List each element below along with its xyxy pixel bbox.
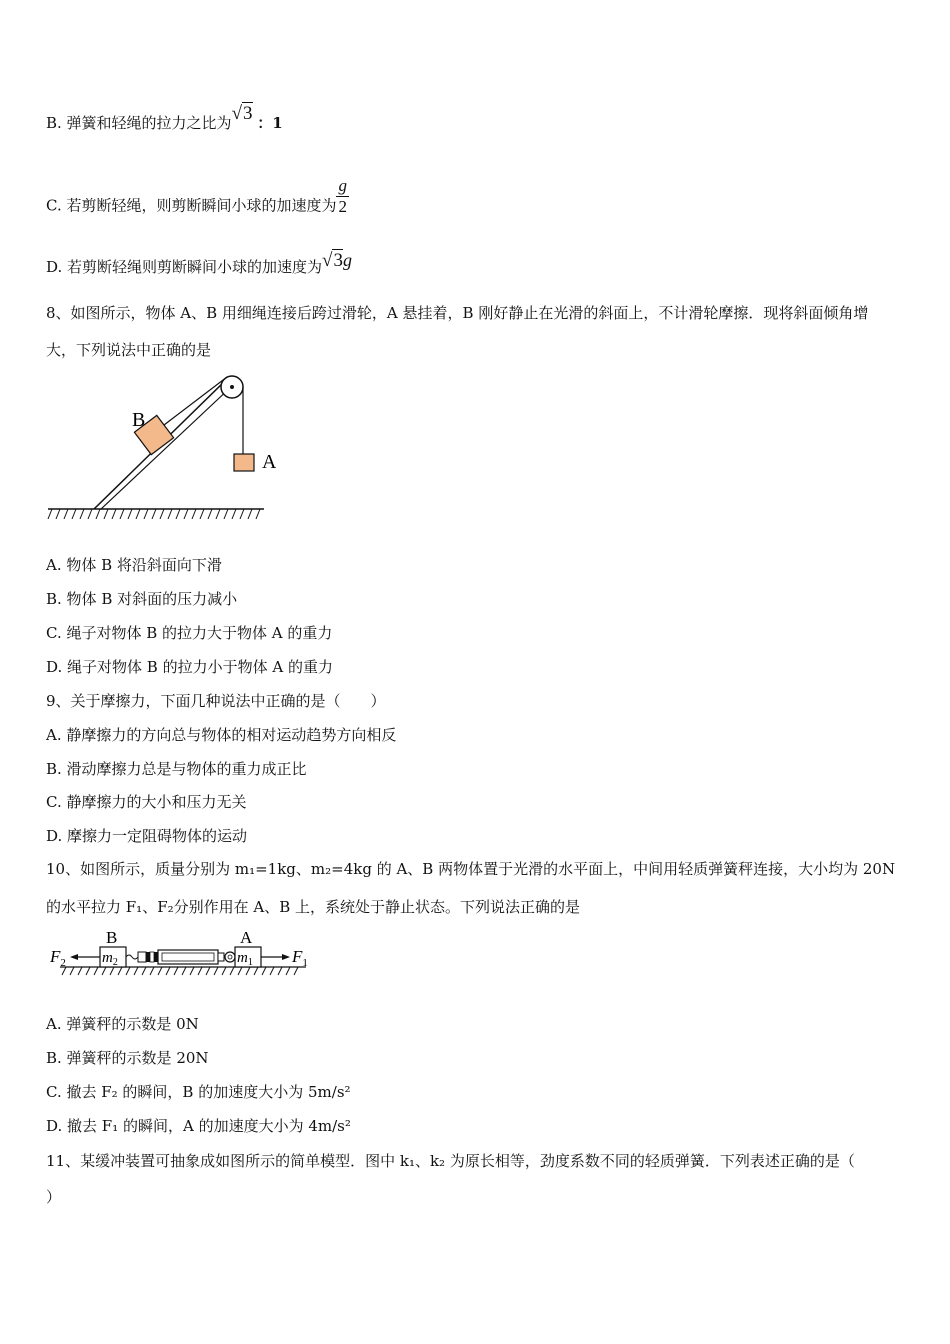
q10-stem-line1: 10、如图所示，质量分别为 m₁=1kg、m₂=4kg 的 A、B 两物体置于光滑的水平面上，中间用轻质弹簧秤连接，大小均为 20N bbox=[46, 860, 896, 878]
q11-stem-line1: 11、某缓冲装置可抽象成如图所示的简单模型．图中 k₁、k₂ 为原长相等，劲度系数不同的轻质弹簧．下列表述正确的是（ bbox=[46, 1152, 855, 1170]
q8-pulley-incline-figure bbox=[46, 370, 276, 525]
q11-stem-line2: ） bbox=[46, 1188, 62, 1206]
spring-scale bbox=[126, 950, 235, 964]
q9-option-c: C. 静摩擦力的大小和压力无关 bbox=[46, 793, 247, 811]
label-b: B bbox=[106, 928, 118, 947]
q8-option-c: C. 绳子对物体 B 的拉力大于物体 A 的重力 bbox=[46, 624, 333, 642]
q9-option-b: B. 滑动摩擦力总是与物体的重力成正比 bbox=[46, 760, 307, 778]
ground-hatching bbox=[48, 509, 260, 519]
rope-incline bbox=[164, 377, 227, 425]
label-f1: $F_1$ bbox=[292, 947, 308, 969]
sqrt-3: √3 bbox=[322, 250, 343, 271]
q7-option-b bbox=[46, 103, 283, 133]
q10-option-b: B. 弹簧秤的示数是 20N bbox=[46, 1049, 209, 1067]
q9-option-a: A. 静摩擦力的方向总与物体的相对运动趋势方向相反 bbox=[46, 726, 397, 744]
q10-spring-scale-figure bbox=[46, 926, 316, 986]
fraction-g-over-2: $\frac{g}{2}$ bbox=[338, 176, 347, 216]
label-a: A bbox=[240, 928, 253, 947]
surface-hatching bbox=[62, 967, 298, 975]
block-a bbox=[234, 454, 254, 471]
q8-stem-line2: 大，下列说法中正确的是 bbox=[46, 341, 212, 359]
q10-option-d: D. 撤去 F₁ 的瞬间，A 的加速度大小为 4m/s² bbox=[46, 1117, 351, 1135]
label-m2: $m_2$ bbox=[102, 950, 118, 968]
q8-option-b: B. 物体 B 对斜面的压力减小 bbox=[46, 590, 238, 608]
q7-option-b-tail: ：1 bbox=[257, 114, 283, 132]
label-f2: $F_2$ bbox=[50, 947, 66, 969]
q9-stem: 9、关于摩擦力，下面几种说法中正确的是（ ） bbox=[46, 692, 386, 710]
q10-option-c: C. 撤去 F₂ 的瞬间，B 的加速度大小为 5m/s² bbox=[46, 1083, 351, 1101]
symbol-g: g bbox=[342, 250, 352, 270]
q7-option-b-text: B. 弹簧和轻绳的拉力之比为 bbox=[46, 114, 232, 132]
q7-option-d-text: D. 若剪断轻绳则剪断瞬间小球的加速度为 bbox=[46, 258, 323, 276]
q8-option-a: A. 物体 B 将沿斜面向下滑 bbox=[46, 556, 222, 574]
q10-stem-line2: 的水平拉力 F₁、F₂分别作用在 A、B 上，系统处于静止状态。下列说法正确的是 bbox=[46, 898, 581, 916]
q10-option-a: A. 弹簧秤的示数是 0N bbox=[46, 1015, 199, 1033]
q7-option-c-text: C. 若剪断轻绳，则剪断瞬间小球的加速度为 bbox=[46, 196, 337, 215]
q7-option-c bbox=[46, 176, 349, 227]
q9-option-d: D. 摩擦力一定阻碍物体的运动 bbox=[46, 827, 248, 845]
q7-option-d bbox=[46, 250, 352, 277]
label-b: B bbox=[132, 409, 146, 431]
label-a: A bbox=[262, 451, 276, 473]
q8-option-d: D. 绳子对物体 B 的拉力小于物体 A 的重力 bbox=[46, 658, 333, 676]
q8-stem-line1: 8、如图所示，物体 A、B 用细绳连接后跨过滑轮，A 悬挂着，B 刚好静止在光滑的斜面上，不计滑轮摩擦．现将斜面倾角增 bbox=[46, 304, 869, 322]
label-m1: $m_1$ bbox=[237, 950, 253, 968]
sqrt-3: √3 bbox=[231, 103, 253, 124]
